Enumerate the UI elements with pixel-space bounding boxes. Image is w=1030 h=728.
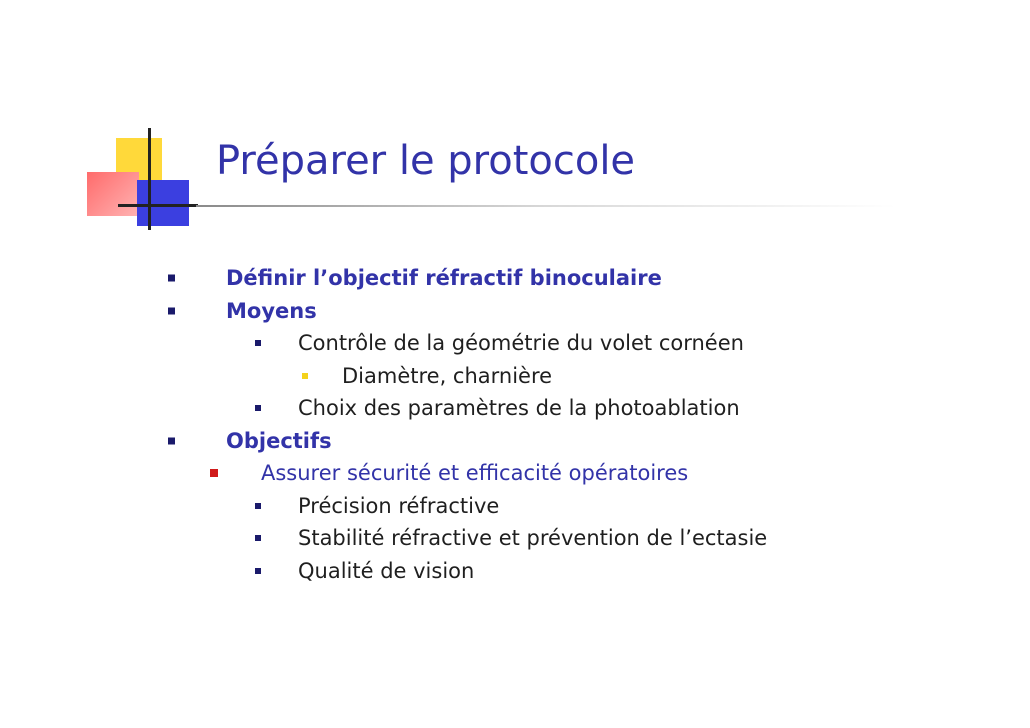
list-item — [0, 490, 1030, 523]
list-item-text: Objectifs — [226, 428, 332, 453]
square-bullet-icon — [255, 503, 261, 509]
logo-blue-square — [137, 180, 189, 226]
yellow-square-bullet-icon — [302, 373, 308, 379]
logo-horizontal-line — [118, 204, 198, 207]
list-item — [0, 555, 1030, 588]
list-item-text: Stabilité réfractive et prévention de l’ectasie — [298, 526, 768, 550]
red-square-bullet-icon — [210, 469, 218, 477]
title-underline — [196, 205, 896, 207]
square-bullet-icon — [168, 307, 175, 314]
list-item-text: Moyens — [226, 298, 317, 323]
slide-title: Préparer le protocole — [216, 138, 636, 184]
list-item — [0, 425, 1030, 458]
list-item-text: Diamètre, charnière — [342, 363, 553, 388]
square-bullet-icon — [168, 275, 175, 282]
list-item-text: Définir l’objectif réfractif binoculaire — [226, 266, 662, 290]
bullet-list — [0, 262, 1030, 587]
list-item — [0, 295, 1030, 328]
square-bullet-icon — [255, 405, 261, 411]
list-item-text: Contrôle de la géométrie du volet cornéen — [298, 331, 744, 355]
square-bullet-icon — [255, 535, 261, 541]
list-item — [0, 327, 1030, 360]
list-item-text: Qualité de vision — [298, 558, 475, 583]
square-bullet-icon — [255, 340, 261, 346]
square-bullet-icon — [255, 568, 261, 574]
list-item-text: Assurer sécurité et efficacité opératoires — [261, 461, 689, 485]
logo-vertical-line — [148, 128, 151, 230]
list-item-text: Précision réfractive — [298, 493, 500, 518]
list-item — [0, 522, 1030, 555]
list-item — [0, 262, 1030, 295]
list-item-text: Choix des paramètres de la photoablation — [298, 396, 740, 420]
list-item — [0, 392, 1030, 425]
logo-pink-square — [87, 172, 139, 216]
list-item — [0, 457, 1030, 490]
square-bullet-icon — [168, 437, 175, 444]
list-item — [0, 360, 1030, 393]
